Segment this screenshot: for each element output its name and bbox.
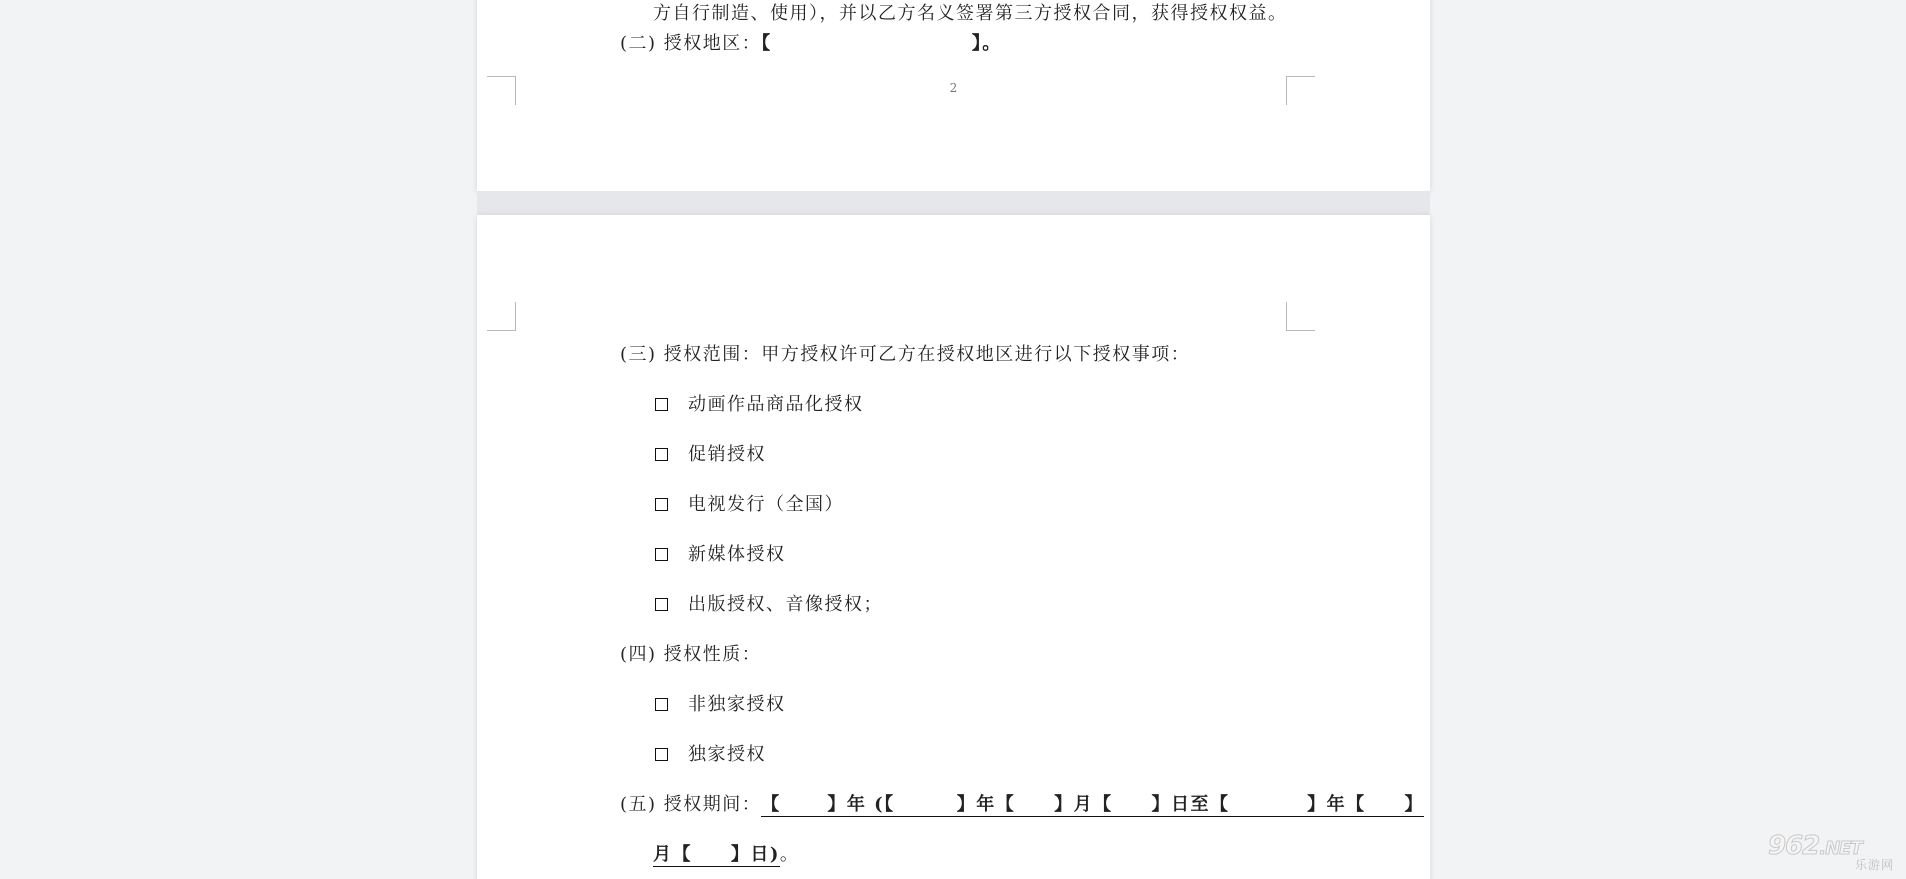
region-close-bracket: 】。 — [971, 33, 1002, 54]
region-label: (二) 授权地区： — [620, 33, 762, 54]
checkbox-label: 动画作品商品化授权 — [688, 394, 864, 415]
nature-heading: (四) 授权性质： — [620, 644, 762, 665]
checkbox-item[interactable] — [655, 593, 883, 617]
checkbox-item[interactable] — [655, 443, 766, 467]
region-open-bracket: 【 — [761, 33, 772, 54]
checkbox-icon[interactable] — [655, 498, 668, 511]
checkbox-label: 独家授权 — [688, 744, 766, 765]
watermark-main: 962 — [1768, 831, 1820, 861]
period-blanks-line2[interactable]: 月【 】日) — [653, 844, 780, 865]
checkbox-icon[interactable] — [655, 598, 668, 611]
document-page-3 — [477, 215, 1430, 879]
site-watermark-logo — [1768, 831, 1898, 873]
checkbox-icon[interactable] — [655, 748, 668, 761]
checkbox-icon[interactable] — [655, 548, 668, 561]
checkbox-icon[interactable] — [655, 698, 668, 711]
checkbox-label: 促销授权 — [688, 444, 766, 465]
checkbox-label: 出版授权、音像授权； — [688, 594, 883, 615]
scope-heading: (三) 授权范围：甲方授权许可乙方在授权地区进行以下授权事项： — [620, 344, 1191, 365]
checkbox-item[interactable] — [655, 393, 864, 417]
watermark-sub: 乐游网 — [1854, 858, 1894, 872]
paragraph-line: 方自行制造、使用），并以乙方名义签署第三方授权合同，获得授权权益。 — [653, 3, 1288, 24]
period-end: 。 — [779, 844, 800, 865]
document-page-2 — [477, 0, 1430, 191]
checkbox-label: 电视发行（全国） — [688, 494, 844, 515]
watermark-net: .NET — [1819, 838, 1862, 859]
page-separator — [477, 191, 1430, 215]
page-number: 2 — [949, 81, 958, 95]
margin-corner-top-left — [487, 302, 516, 331]
period-field-continued — [653, 843, 799, 867]
checkbox-item[interactable] — [655, 493, 844, 517]
checkbox-label: 新媒体授权 — [688, 544, 786, 565]
checkbox-icon[interactable] — [655, 448, 668, 461]
checkbox-item[interactable] — [655, 693, 786, 717]
checkbox-label: 非独家授权 — [688, 694, 786, 715]
margin-corner-top-right — [1286, 302, 1315, 331]
period-label: (五) 授权期间： — [620, 794, 762, 815]
checkbox-item[interactable] — [655, 743, 766, 767]
checkbox-icon[interactable] — [655, 398, 668, 411]
checkbox-item[interactable] — [655, 543, 786, 567]
region-field — [620, 32, 1002, 56]
period-field — [620, 793, 1424, 817]
period-blanks-line1[interactable]: 【 】年 (【 】年【 】月【 】日至【 】年【 】 — [761, 794, 1424, 815]
